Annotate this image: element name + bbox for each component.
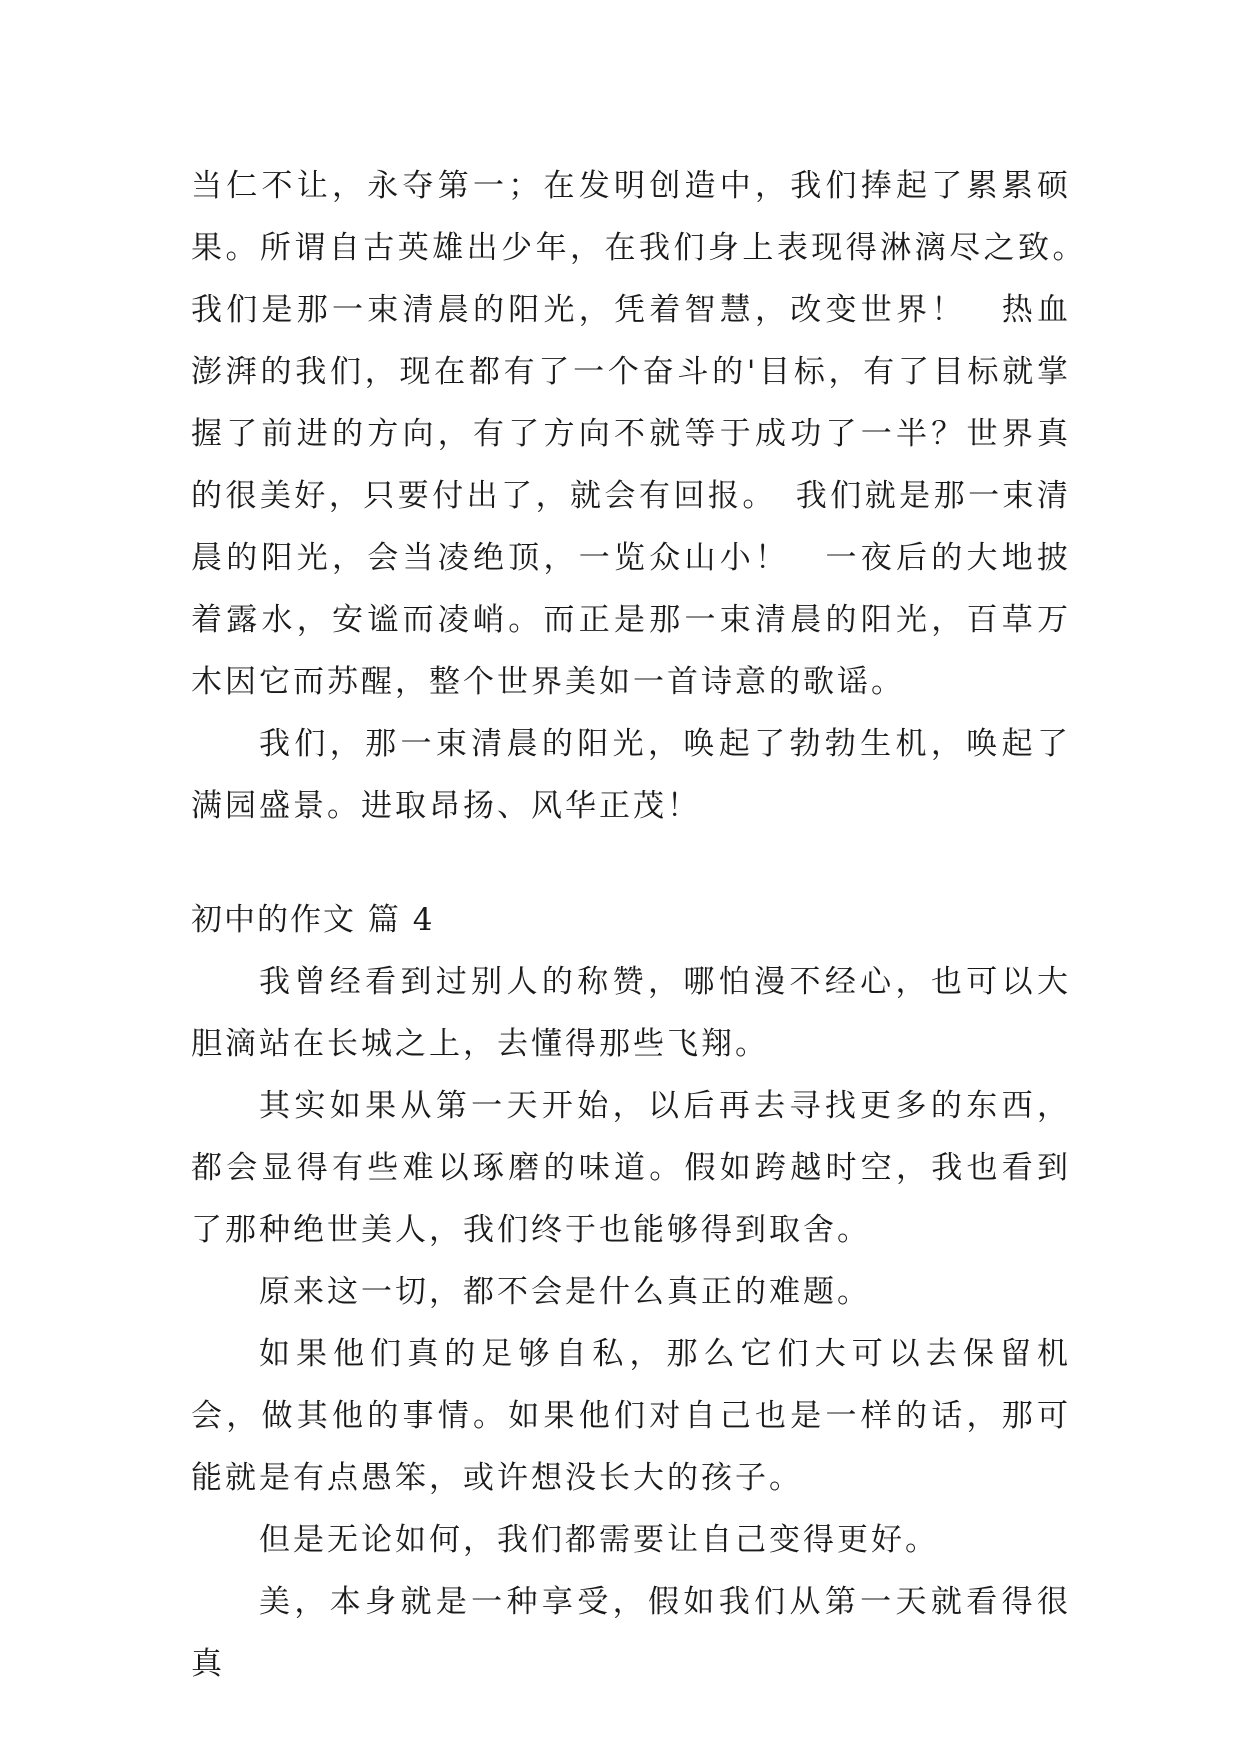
section-heading: 初中的作文 篇 4 <box>191 902 435 938</box>
paragraph: 美，本身就是一种享受，假如我们从第一天就看得很真 <box>191 1584 1071 1682</box>
paragraph: 我们，那一束清晨的阳光，唤起了勃勃生机，唤起了满园盛景。进取昂扬、风华正茂！ <box>191 726 1071 824</box>
document-page <box>191 155 1105 1695</box>
paragraph: 其实如果从第一天开始，以后再去寻找更多的东西，都会显得有些难以琢磨的味道。假如跨越时空，我也看到了那种绝世美人，我们终于也能够得到取舍。 <box>191 1088 1071 1248</box>
paragraph-continuation: 当仁不让，永夺第一；在发明创造中，我们捧起了累累硕果。所谓自古英雄出少年，在我们身上表现得淋漓尽之致。 我们是那一束清晨的阳光，凭着智慧，改变世界！ 热血澎湃的我们，现在都有了一个奋斗的'目标，有了目标就掌握了前进的方向，有了方向不就等于成功了一半？世界真的很美好，只要付出了，就会有回报。 我们就是那一束清晨的阳光，会当凌绝顶，一览众山小！ 一夜后的大地披着露水，安谧而凌峭。而正是那一束清晨的阳光，百草万木因它而苏醒，整个世界美如一首诗意的歌谣。 <box>191 168 1105 700</box>
paragraph: 如果他们真的足够自私，那么它们大可以去保留机会，做其他的事情。如果他们对自己也是一样的话，那可能就是有点愚笨，或许想没长大的孩子。 <box>191 1336 1071 1496</box>
paragraph: 原来这一切，都不会是什么真正的难题。 <box>259 1274 871 1310</box>
paragraph: 但是无论如何，我们都需要让自己变得更好。 <box>259 1522 939 1558</box>
paragraph: 我曾经看到过别人的称赞，哪怕漫不经心，也可以大胆滴站在长城之上，去懂得那些飞翔。 <box>191 964 1071 1062</box>
